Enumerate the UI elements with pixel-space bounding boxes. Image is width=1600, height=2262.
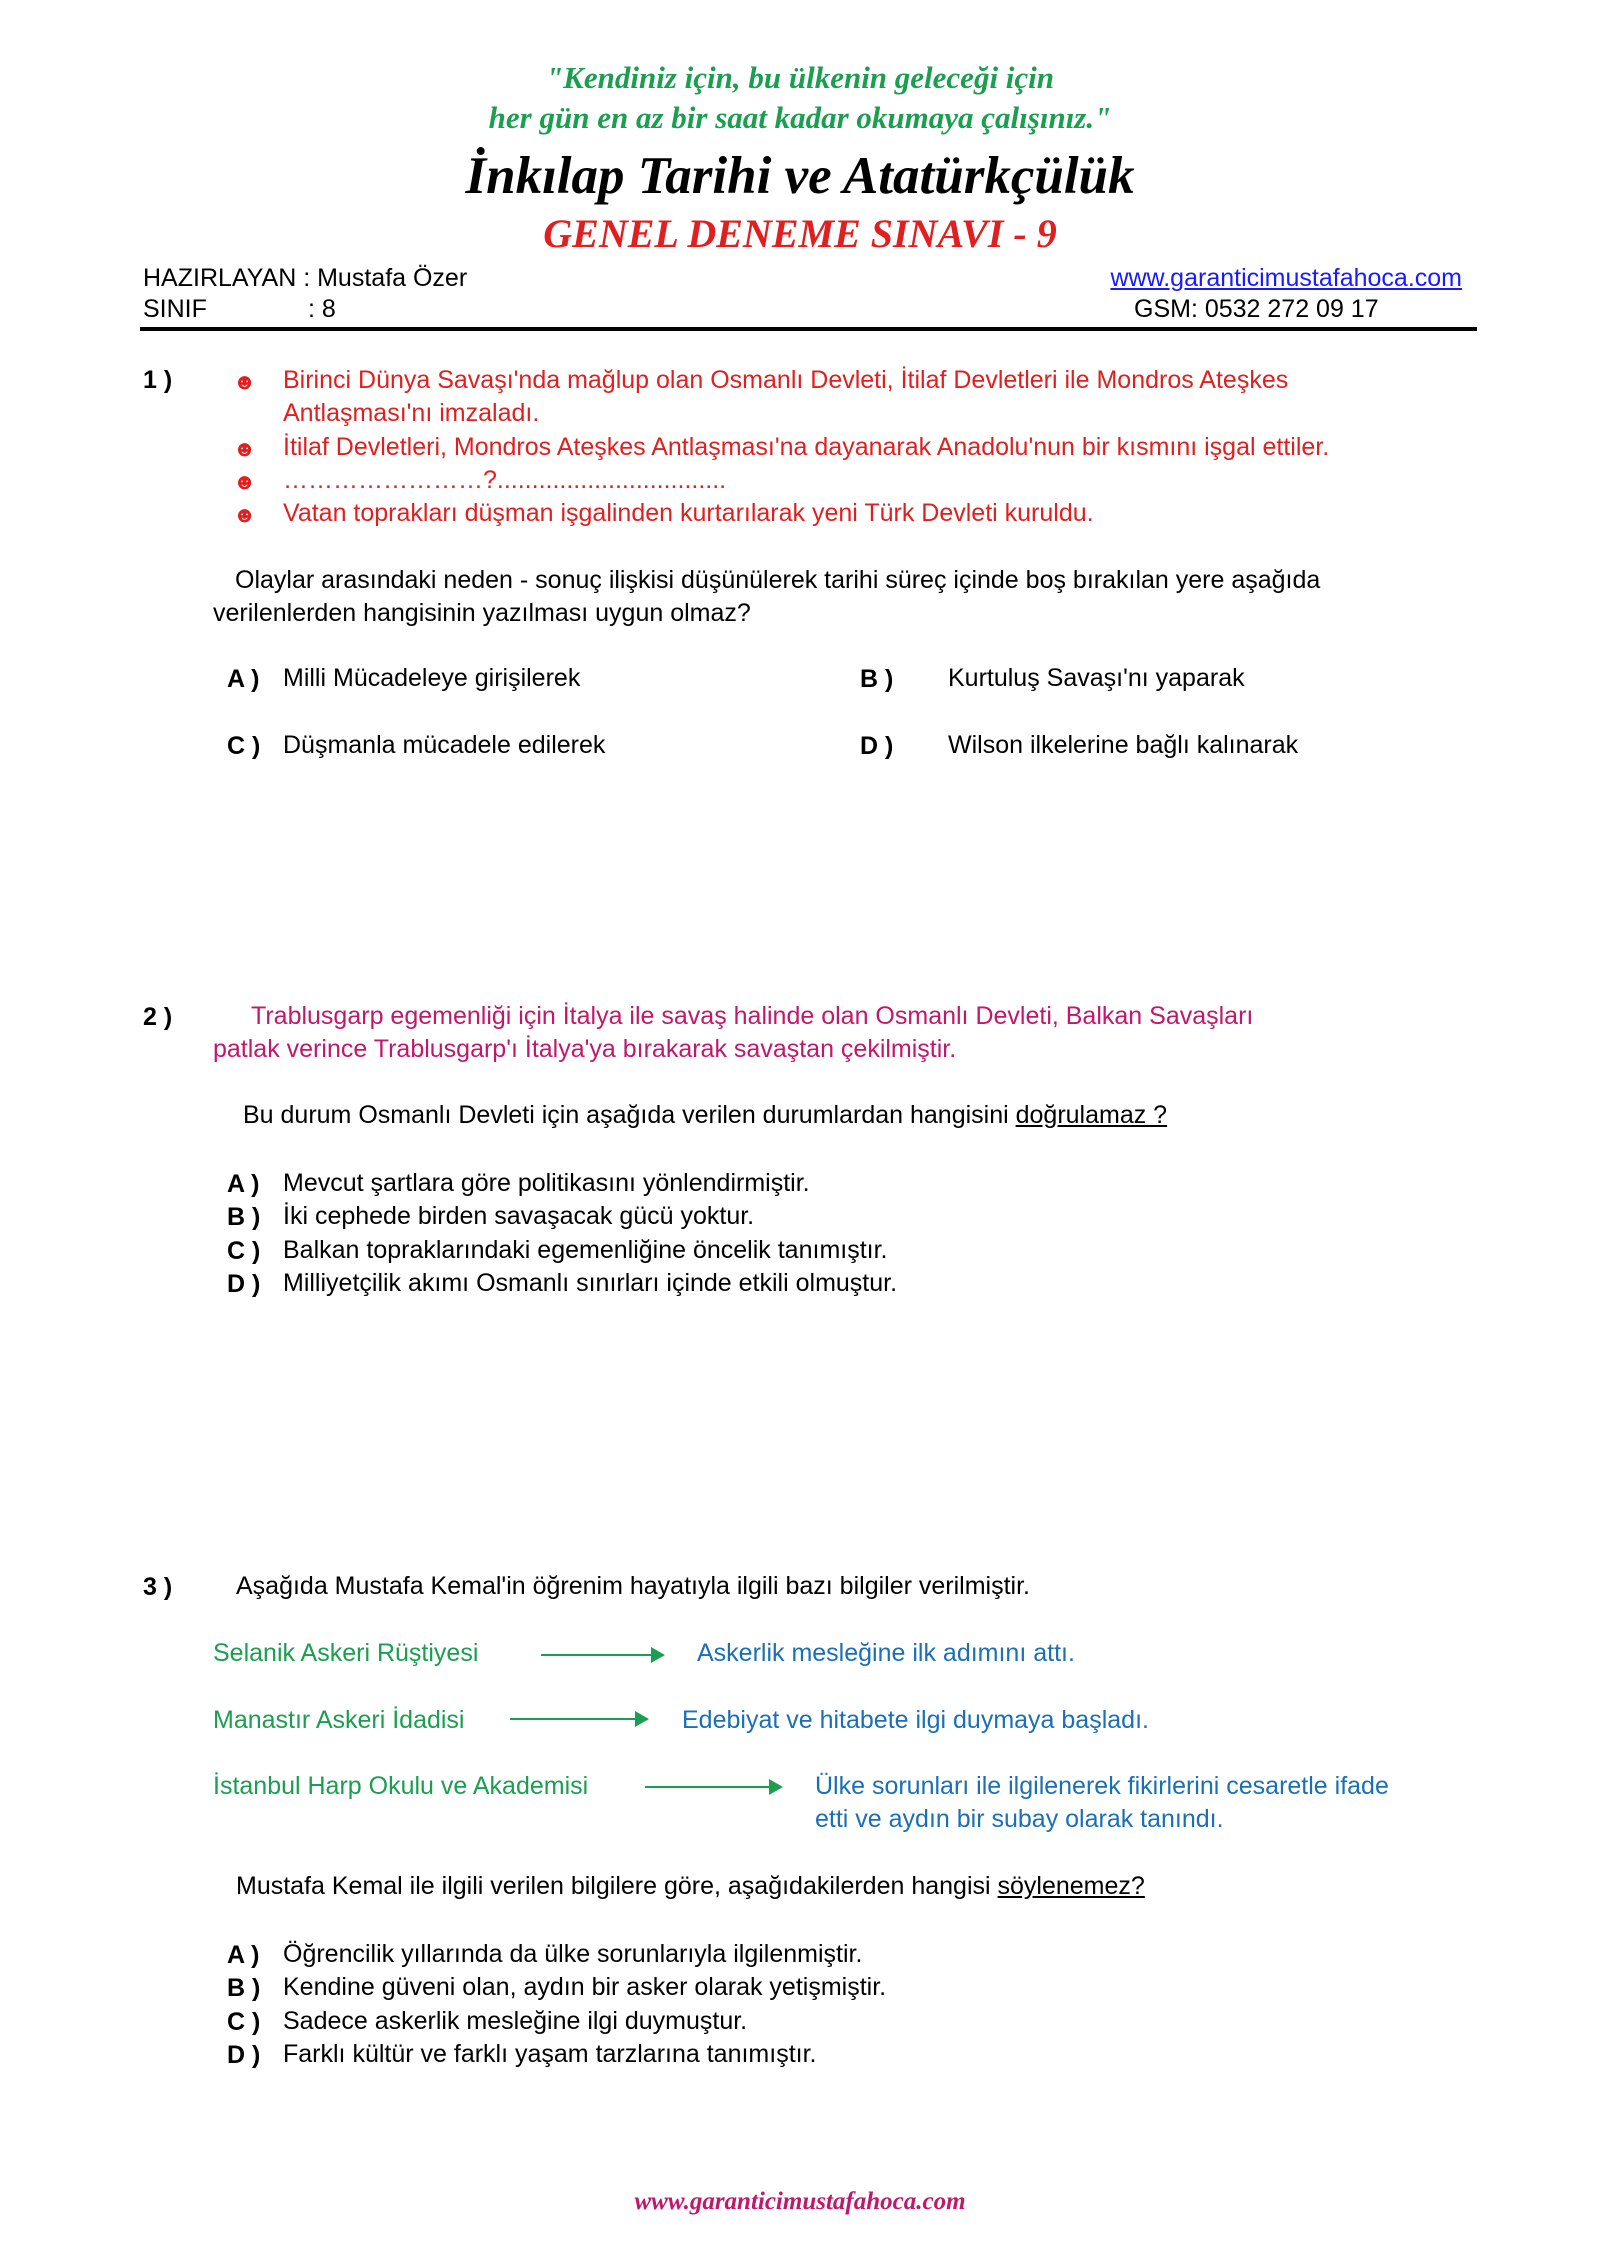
class-value: : 8 — [308, 295, 336, 323]
q1-blank-line: ……………………?................................. — [283, 466, 727, 494]
q2-option-d-text[interactable]: Milliyetçilik akımı Osmanlı sınırları içinde etkili olmuştur. — [283, 1269, 898, 1297]
q2-option-b-letter[interactable]: B ) — [227, 1203, 261, 1231]
q3-option-b-letter[interactable]: B ) — [227, 1974, 261, 2002]
q2-question-prefix: Bu durum Osmanlı Devleti için aşağıda verilen durumlardan hangisini — [243, 1101, 1016, 1129]
question-number-2: 2 ) — [143, 1003, 173, 1031]
quote-line-1: "Kendiniz için, bu ülkenin geleceği için — [545, 60, 1055, 95]
q1-option-c-letter[interactable]: C ) — [227, 732, 261, 760]
q2-question — [243, 1099, 1167, 1132]
q1-option-a-letter[interactable]: A ) — [227, 665, 260, 693]
question-number-3: 3 ) — [143, 1573, 173, 1601]
q3-option-b-text[interactable]: Kendine güveni olan, aydın bir asker olarak yetişmiştir. — [283, 1973, 887, 2001]
q2-passage-line-1: Trablusgarp egemenliği için İtalya ile savaş halinde olan Osmanlı Devleti, Balkan Savaşları — [251, 1002, 1254, 1030]
header-divider — [140, 327, 1477, 331]
q3-question — [236, 1870, 1145, 1903]
q3-school-1: Selanik Askeri Rüştiyesi — [213, 1639, 479, 1667]
quote-line-2: her gün en az bir saat kadar okumaya çalışınız." — [488, 100, 1112, 135]
arrow-right-icon — [541, 1654, 661, 1656]
author-label: HAZIRLAYAN : Mustafa Özer — [143, 264, 468, 292]
q3-school-3: İstanbul Harp Okulu ve Akademisi — [213, 1772, 589, 1800]
q1-bullet-text: Vatan toprakları düşman işgalinden kurtarılarak yeni Türk Devleti kuruldu. — [283, 499, 1094, 527]
q3-option-c-text[interactable]: Sadece askerlik mesleğine ilgi duymuştur. — [283, 2007, 748, 2035]
q3-option-d-letter[interactable]: D ) — [227, 2041, 261, 2069]
q3-question-emphasis: söylenemez? — [997, 1872, 1145, 1900]
q3-school-2: Manastır Askeri İdadisi — [213, 1706, 465, 1734]
q2-option-c-letter[interactable]: C ) — [227, 1237, 261, 1265]
q3-info-3-line-2: etti ve aydın bir subay olarak tanındı. — [815, 1805, 1224, 1833]
q3-info-3: Ülke sorunları ile ilgilenerek fikirlerini cesaretle ifade — [815, 1772, 1389, 1800]
q2-option-d-letter[interactable]: D ) — [227, 1270, 261, 1298]
q2-passage-line-2: patlak verince Trablusgarp'ı İtalya'ya bırakarak savaştan çekilmiştir. — [213, 1035, 957, 1063]
q3-info-2: Edebiyat ve hitabete ilgi duymaya başladı. — [682, 1706, 1149, 1734]
q2-option-c-text[interactable]: Balkan topraklarındaki egemenliğine öncelik tanımıştır. — [283, 1236, 888, 1264]
arrow-right-icon — [510, 1718, 645, 1720]
arrow-right-icon — [645, 1786, 779, 1788]
q1-question-line-2: verilenlerden hangisinin yazılması uygun olmaz? — [213, 599, 751, 627]
q1-bullet-text: Antlaşması'nı imzaladı. — [283, 399, 540, 427]
q1-question-line-1: Olaylar arasındaki neden - sonuç ilişkisi düşünülerek tarihi süreç içinde boş bırakılan yere aşağıda — [235, 566, 1321, 594]
q3-option-c-letter[interactable]: C ) — [227, 2008, 261, 2036]
smiley-bullet-icon: ☻ — [233, 502, 257, 527]
q3-question-prefix: Mustafa Kemal ile ilgili verilen bilgilere göre, aşağıdakilerden hangisi — [236, 1872, 998, 1900]
footer-website[interactable]: www.garanticimustafahoca.com — [634, 2188, 966, 2215]
q3-option-a-letter[interactable]: A ) — [227, 1941, 260, 1969]
q1-bullet-text: Birinci Dünya Savaşı'nda mağlup olan Osmanlı Devleti, İtilaf Devletleri ile Mondros Ateşkes — [283, 366, 1289, 394]
q2-option-a-letter[interactable]: A ) — [227, 1170, 260, 1198]
smiley-bullet-icon: ☻ — [233, 369, 257, 394]
gsm-number: GSM: 0532 272 09 17 — [1134, 295, 1379, 323]
q1-option-d-letter[interactable]: D ) — [860, 732, 894, 760]
q1-option-c-text[interactable]: Düşmanla mücadele edilerek — [283, 731, 606, 759]
q1-option-b-letter[interactable]: B ) — [860, 665, 894, 693]
website-link[interactable]: www.garanticimustafahoca.com — [1110, 264, 1462, 292]
smiley-bullet-icon: ☻ — [233, 469, 257, 494]
q1-option-d-text[interactable]: Wilson ilkelerine bağlı kalınarak — [948, 731, 1299, 759]
q2-option-a-text[interactable]: Mevcut şartlara göre politikasını yönlendirmiştir. — [283, 1169, 810, 1197]
exam-subtitle: GENEL DENEME SINAVI - 9 — [543, 211, 1057, 256]
q3-option-a-text[interactable]: Öğrencilik yıllarında da ülke sorunlarıyla ilgilenmiştir. — [283, 1940, 863, 1968]
q1-option-b-text[interactable]: Kurtuluş Savaşı'nı yaparak — [948, 664, 1245, 692]
class-label: SINIF — [143, 295, 207, 323]
q3-info-1: Askerlik mesleğine ilk adımını attı. — [697, 1639, 1075, 1667]
q3-option-d-text[interactable]: Farklı kültür ve farklı yaşam tarzlarına tanımıştır. — [283, 2040, 817, 2068]
q2-question-emphasis: doğrulamaz ? — [1015, 1101, 1168, 1129]
page-title: İnkılap Tarihi ve Atatürkçülük — [465, 147, 1135, 205]
q3-intro: Aşağıda Mustafa Kemal'in öğrenim hayatıyla ilgili bazı bilgiler verilmiştir. — [236, 1572, 1030, 1600]
q2-option-b-text[interactable]: İki cephede birden savaşacak gücü yoktur. — [283, 1202, 755, 1230]
q1-option-a-text[interactable]: Milli Mücadeleye girişilerek — [283, 664, 581, 692]
smiley-bullet-icon: ☻ — [233, 436, 257, 461]
question-number-1: 1 ) — [143, 366, 173, 394]
q1-bullet-text: İtilaf Devletleri, Mondros Ateşkes Antlaşması'na dayanarak Anadolu'nun bir kısmını işgal ettiler. — [283, 433, 1330, 461]
